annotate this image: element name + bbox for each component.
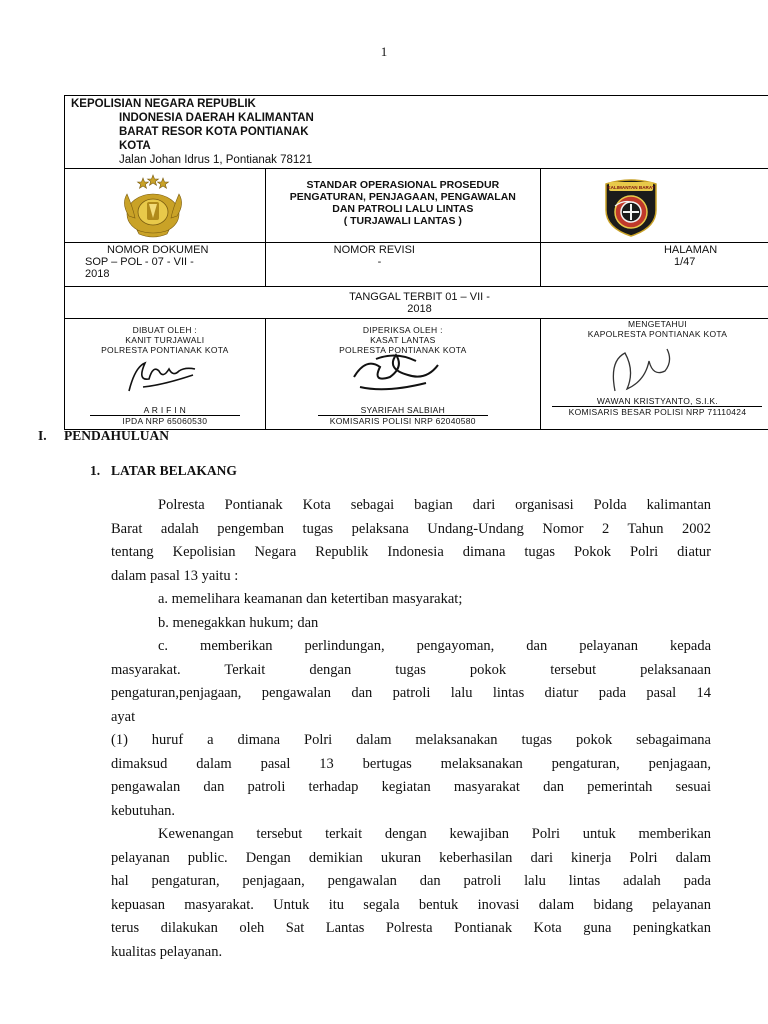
body-line: masyarakat. Terkait dengan tugas pokok tersebut pelaksanaan [111, 661, 711, 678]
subsection-title: LATAR BELAKANG [111, 463, 237, 478]
signature-syarifah-icon [346, 347, 446, 397]
body-line: terus dilakukan oleh Sat Lantas Polresta Pontianak Kota guna peningkatkan [111, 920, 711, 936]
institution-line: INDONESIA DAERAH KALIMANTAN [119, 112, 314, 124]
body-line: Kewenangan tersebut terkait dengan kewajiban Polri untuk memberikan [158, 826, 711, 842]
section-number: I. [38, 428, 47, 443]
regional-police-logo-icon [601, 176, 661, 238]
institution-line: BARAT RESOR KOTA PONTIANAK [119, 126, 309, 138]
sop-title-line: ( TURJAWALI LANTAS ) [343, 215, 462, 227]
nomor-dokumen-value-year: 2018 [85, 268, 110, 280]
halaman-value: 1/47 [673, 256, 696, 268]
body-line: ayat [111, 708, 136, 725]
police-emblem-cell [65, 169, 266, 243]
tanggal-terbit-cell [65, 287, 768, 319]
halaman-cell [540, 243, 768, 287]
signatory-rank: KOMISARIS POLISI NRP 62040580 [329, 416, 476, 426]
signatory-role: MENGETAHUI [627, 319, 687, 329]
body-line: dalam pasal 13 yaitu : [111, 567, 239, 584]
police-emblem-icon [113, 174, 193, 238]
nomor-revisi-label: NOMOR REVISI [333, 244, 415, 256]
regional-logo-cell [540, 169, 768, 243]
body-line: dimaksud dalam pasal 13 bertugas melaksanakan pengaturan, penjagaan, [111, 755, 711, 772]
list-item-b: b. menegakkan hukum; dan [158, 614, 319, 631]
institution-line: KOTA [119, 140, 151, 152]
section-heading [38, 428, 169, 444]
signatory-rank: KOMISARIS BESAR POLISI NRP 71110424 [568, 407, 747, 417]
list-item-a: a. memelihara keamanan dan ketertiban masyarakat; [158, 591, 463, 607]
body-line: Polresta Pontianak Kota sebagai bagian dari organisasi Polda kalimantan [158, 497, 711, 513]
nomor-revisi-value: - [377, 256, 382, 268]
body-line: tentang Kepolisian Negara Republik Indonesia dimana tugas Pokok Polri diatur [111, 544, 711, 560]
sop-title-cell [265, 169, 540, 243]
body-line: kebutuhan. [111, 802, 176, 819]
sop-title-line: PENGATURAN, PENJAGAAN, PENGAWALAN [289, 191, 516, 203]
body-line: hal pengaturan, penjagaan, pengawalan dan patroli lalu lintas adalah pada [111, 873, 711, 889]
signatory-title: POLRESTA PONTIANAK KOTA [101, 345, 229, 355]
sop-title-line: STANDAR OPERASIONAL PROSEDUR [306, 179, 500, 191]
body-line: kualitas pelayanan. [111, 943, 223, 960]
nomor-dokumen-cell [65, 243, 266, 287]
signatory-title: KASAT LANTAS [370, 335, 436, 345]
logo-caption: KALIMANTAN BARAT [607, 185, 655, 190]
sop-title-line: DAN PATROLI LALU LINTAS [332, 203, 474, 215]
institution-block [65, 96, 768, 169]
signatory-cell-2 [265, 319, 540, 430]
list-item-c: c. memberikan perlindungan, pengayoman, dan pelayanan kepada [158, 638, 711, 654]
tanggal-terbit-year: 2018 [407, 303, 432, 315]
subsection-number: 1. [90, 463, 101, 478]
body-line: kepuasan masyarakat. Untuk itu segala bentuk inovasi dalam bidang pelayanan [111, 896, 711, 913]
signatory-name: WAWAN KRISTYANTO, S.I.K. [596, 396, 719, 406]
nomor-revisi-cell [265, 243, 540, 287]
institution-address: Jalan Johan Idrus 1, Pontianak 78121 [119, 154, 313, 166]
signatory-role: DIPERIKSA OLEH : [362, 325, 443, 335]
halaman-label: HALAMAN [663, 244, 718, 256]
signatory-title: KAPOLRESTA PONTIANAK KOTA [587, 329, 728, 339]
body-line: (1) huruf a dimana Polri dalam melaksanakan tugas pokok sebagaimana [111, 732, 711, 748]
sop-header-table [64, 95, 768, 430]
nomor-dokumen-value: SOP – POL - 07 - VII - [85, 256, 194, 268]
tanggal-terbit: TANGGAL TERBIT 01 – VII - [349, 291, 490, 303]
body-line: pengawalan dan patroli terhadap kegiatan masyarakat dan pemerintah sesuai [111, 779, 711, 795]
signatory-cell-1 [65, 319, 266, 430]
signatory-name: A R I F I N [143, 405, 187, 415]
body-line: pengaturan,penjagaan, pengawalan dan patroli lalu lintas diatur pada pasal 14 [111, 685, 711, 701]
signatory-rank: IPDA NRP 65060530 [122, 416, 208, 426]
signatory-cell-3 [540, 319, 768, 430]
body-line: Barat adalah pengemban tugas pelaksana Undang-Undang Nomor 2 Tahun 2002 [111, 520, 711, 537]
nomor-dokumen-label: NOMOR DOKUMEN [107, 244, 209, 256]
section-title: PENDAHULUAN [64, 428, 170, 443]
body-line: pelayanan public. Dengan demikian ukuran keberhasilan dari kinerja Polri dalam [111, 849, 711, 866]
signatory-role: DIBUAT OLEH : [132, 325, 198, 335]
signatory-title: KANIT TURJAWALI [125, 335, 205, 345]
institution-line: KEPOLISIAN NEGARA REPUBLIK [71, 98, 256, 110]
signature-wawan-icon [605, 341, 685, 401]
subsection-heading [90, 463, 237, 479]
body-paragraph [111, 494, 711, 964]
signatory-name: SYARIFAH SALBIAH [360, 405, 446, 415]
signatory-title: POLRESTA PONTIANAK KOTA [339, 345, 467, 355]
page-number: 1 [380, 44, 388, 59]
signature-arifin-icon [123, 357, 203, 397]
